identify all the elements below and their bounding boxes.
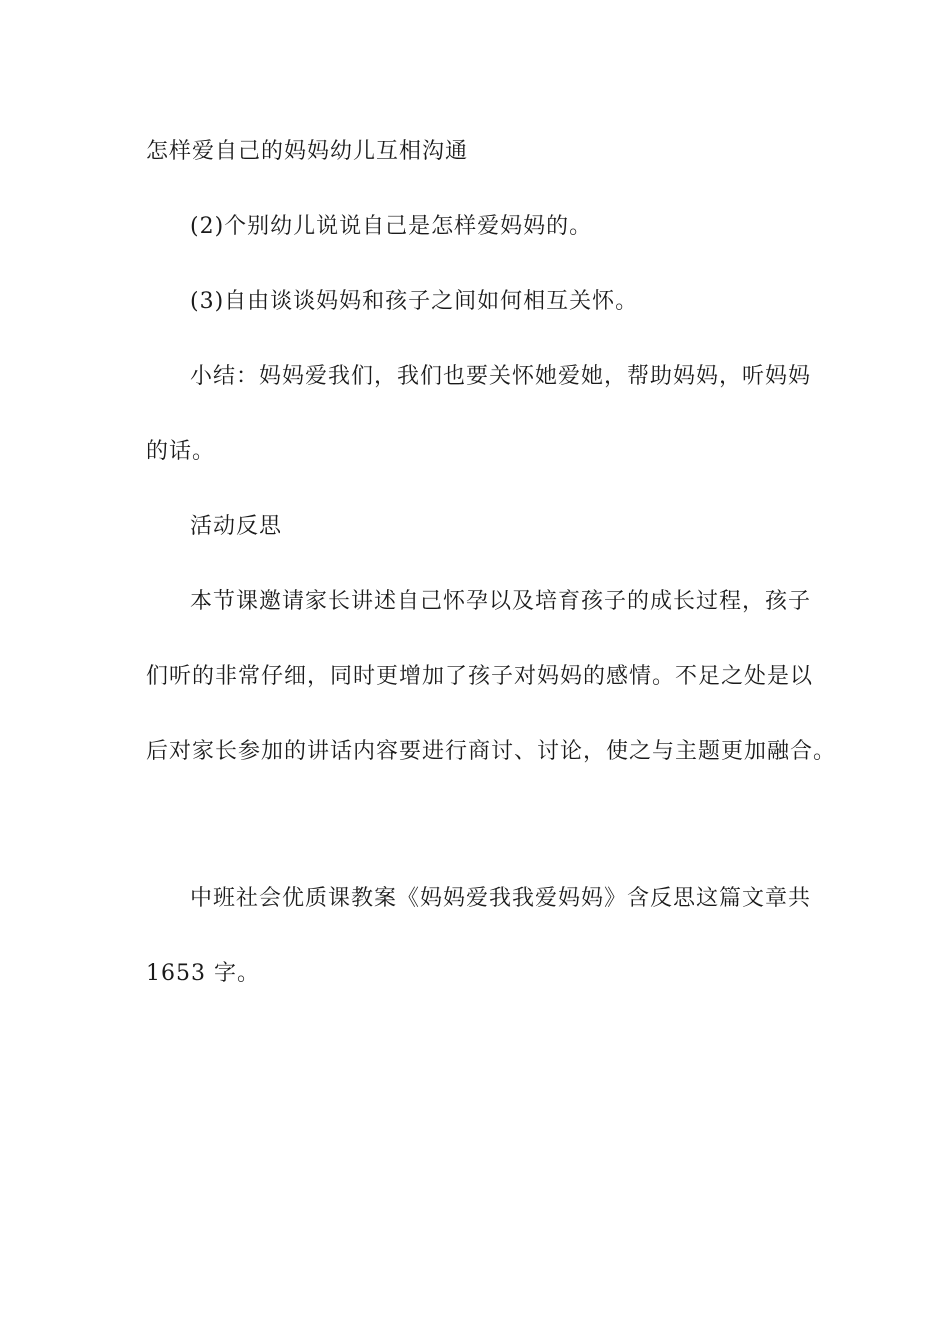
footer-note-line: 中班社会优质课教案《妈妈爱我我爱妈妈》含反思这篇文章共 — [190, 886, 812, 911]
summary-line: 小结：妈妈爱我们，我们也要关怀她爱她，帮助妈妈，听妈妈 — [190, 364, 812, 389]
list-item-3: (3)自由谈谈妈妈和孩子之间如何相互关怀。 — [190, 289, 639, 314]
list-item-2: (2)个别幼儿说说自己是怎样爱妈妈的。 — [190, 214, 593, 239]
reflection-line: 本节课邀请家长讲述自己怀孕以及培育孩子的成长过程，孩子 — [190, 589, 812, 614]
footer-note-line: 1653 字。 — [146, 961, 260, 986]
reflection-line: 们听的非常仔细，同时更增加了孩子对妈妈的感情。不足之处是以 — [146, 664, 814, 689]
section-heading: 活动反思 — [190, 514, 283, 539]
paragraph-line: 怎样爱自己的妈妈幼儿互相沟通 — [146, 139, 469, 164]
reflection-line: 后对家长参加的讲话内容要进行商讨、讨论，使之与主题更加融合。 — [146, 739, 837, 764]
summary-line: 的话。 — [146, 439, 216, 464]
